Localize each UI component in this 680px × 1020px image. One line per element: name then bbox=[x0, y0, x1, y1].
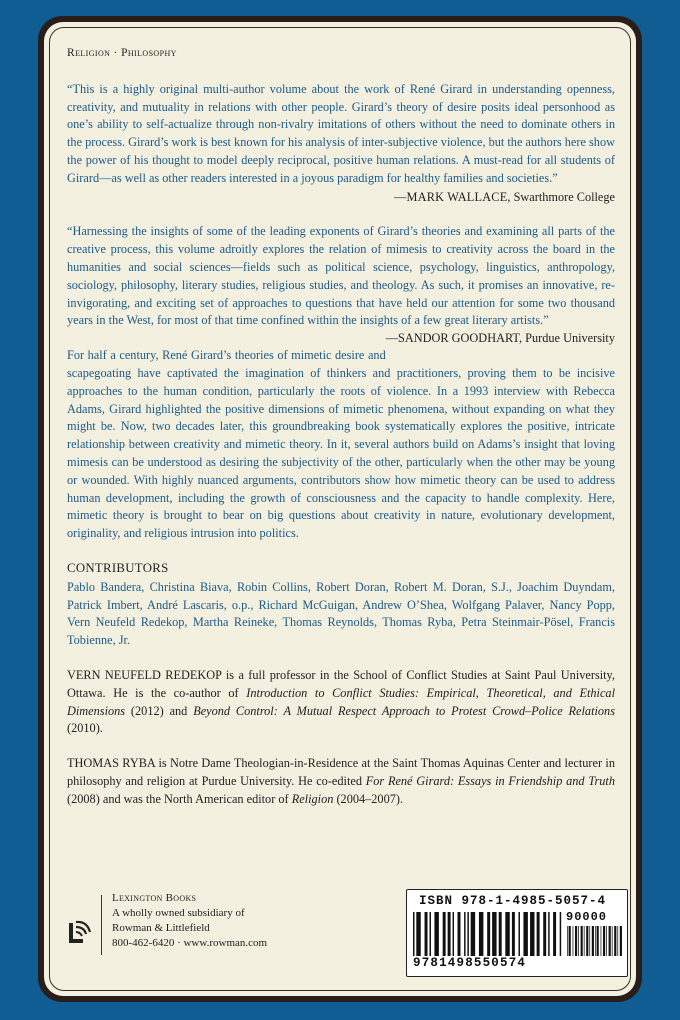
barcode-bar bbox=[548, 912, 549, 956]
book-description bbox=[67, 347, 615, 543]
barcode-bar bbox=[499, 912, 502, 956]
isbn-barcode bbox=[406, 889, 628, 977]
journal-title: Religion bbox=[291, 791, 334, 806]
barcode-bar bbox=[487, 912, 490, 956]
bio-text: VERN NEUFELD REDEKOP is a full professor in the School of Conflict Studies at Saint Paul University, Ottawa. He is the co-author of bbox=[67, 667, 615, 700]
barcode-bar bbox=[425, 912, 428, 956]
isbn-number: ISBN 978-1-4985-5057-4 bbox=[419, 894, 607, 908]
barcode-bar bbox=[581, 926, 583, 956]
barcode-bar bbox=[453, 912, 454, 956]
barcode-bar bbox=[479, 912, 483, 956]
barcode-bar bbox=[614, 926, 616, 956]
attribution-affiliation: , Purdue University bbox=[519, 331, 615, 346]
ean-number: 9781498550574 bbox=[413, 956, 527, 970]
barcode-bar bbox=[518, 912, 519, 956]
bio-text: (2012) and bbox=[125, 703, 194, 718]
contributors-heading: CONTRIBUTORS bbox=[67, 560, 169, 575]
barcode-bar bbox=[434, 912, 438, 956]
barcode-bar bbox=[553, 912, 556, 956]
bio-text: (2010). bbox=[67, 721, 103, 736]
barcode-bar bbox=[617, 926, 618, 956]
barcode-bar bbox=[443, 912, 446, 956]
barcode-bar bbox=[464, 912, 465, 956]
publisher-parent: Rowman & Littlefield bbox=[112, 922, 210, 934]
barcode-bar bbox=[569, 926, 571, 956]
blurb-attribution bbox=[386, 330, 615, 348]
bio-ryba bbox=[67, 755, 615, 808]
barcode-bar bbox=[573, 926, 574, 956]
barcode-bar bbox=[413, 912, 414, 956]
barcode-bar bbox=[609, 926, 611, 956]
bio-text: (2004–2007). bbox=[333, 791, 404, 806]
publisher-name: Lexington Books bbox=[112, 892, 197, 904]
barcode-bar bbox=[589, 926, 590, 956]
barcode-bar bbox=[592, 926, 594, 956]
barcode-bar bbox=[467, 912, 468, 956]
publisher-info bbox=[112, 891, 267, 951]
barcode-bar bbox=[597, 926, 599, 956]
price-code: 90000 bbox=[566, 910, 608, 924]
publisher-contact: 800-462-6420 · www.rowman.com bbox=[112, 937, 268, 949]
barcode-bar bbox=[448, 912, 451, 956]
barcode-bar bbox=[429, 912, 430, 956]
book-title: Beyond Control: A Mutual Respect Approach to Protest Crowd–Police Relations bbox=[193, 703, 615, 718]
blurb-goodhart bbox=[67, 223, 615, 346]
barcode-bar bbox=[505, 912, 509, 956]
bio-redekop bbox=[67, 667, 615, 738]
barcode-bar bbox=[530, 912, 534, 956]
barcode-bar bbox=[584, 926, 585, 956]
price-barcode-bars bbox=[567, 926, 623, 956]
book-back-cover bbox=[38, 16, 642, 1002]
barcode-bar bbox=[416, 912, 420, 956]
cover-panel bbox=[44, 22, 636, 996]
cover-footer bbox=[67, 887, 627, 989]
barcode-bar bbox=[458, 912, 461, 956]
publisher-logo-icon bbox=[67, 917, 93, 947]
barcode-bar bbox=[601, 926, 602, 956]
barcode-bar bbox=[575, 926, 577, 956]
barcode-bar bbox=[492, 912, 496, 956]
barcode-bar bbox=[620, 926, 622, 956]
bio-text: (2008) and was the North American editor of bbox=[67, 791, 292, 806]
barcode-bar bbox=[603, 926, 605, 956]
barcode-bar bbox=[560, 912, 561, 956]
book-title: For René Girard: Essays in Friendship and Truth bbox=[365, 773, 615, 788]
blurb-body: “Harnessing the insights of some of the leading exponents of Girard’s theories and examining all parts of the creative process, this volume adroitly explores the relation of mimesis to creativity across the board in the humanities and social sciences—fields such as political science, psychology, linguistics, anthropology, sociology, philosophy, literary studies, religious studies, and theology. As such, it promises an innovative, re-invigorating, and exciting set of approaches to questions that have held our attention for some two thousand years in the West, for most of that time confined within the insights of a few great literary artists.” bbox=[67, 224, 615, 328]
barcode-bar bbox=[543, 912, 546, 956]
blurb-text bbox=[67, 223, 615, 346]
barcode-bar bbox=[606, 926, 607, 956]
barcode-bar bbox=[595, 926, 596, 956]
publisher-divider bbox=[101, 895, 102, 955]
barcode-bar bbox=[578, 926, 579, 956]
contributors-list: Pablo Bandera, Christina Biava, Robin Collins, Robert Doran, Robert M. Doran, S.J., Joachim Duyndam, Patrick Imbert, André Lascaris, o.p., Richard McGuigan, Andrew O’Shea, Wolfgang Palaver, Nancy Popp, Vern Neufeld Redekop, Martha Reineke, Thomas Reynolds, Thomas Ryba, Petra Steinmair-Pösel, Francis Tobienne, Jr. bbox=[67, 579, 615, 648]
barcode-bar bbox=[512, 912, 515, 956]
blurb-wallace bbox=[67, 81, 615, 207]
barcode-bar bbox=[523, 912, 527, 956]
barcode-bar bbox=[612, 926, 613, 956]
barcode-bars bbox=[413, 912, 563, 956]
publisher-subsidiary: A wholly owned subsidiary of bbox=[112, 907, 245, 919]
attribution-affiliation: , Swarthmore College bbox=[507, 189, 615, 204]
category-label: Religion · Philosophy bbox=[67, 47, 177, 59]
barcode-bar bbox=[471, 912, 475, 956]
barcode-bar bbox=[586, 926, 588, 956]
blurb-text: “This is a highly original multi-author volume about the work of René Girard in understanding openness, creativity, and mutuality in relations with other people. Girard’s theory of desire posits ideal personhood as one’s ability to self-actualize through non-rivalry imitations of others without the need to dominate others in the process. Girard’s work is best known for his analysis of inter-subjective violence, but the authors here show the power of his thought to model deeply reciprocal, positive human relations. A must-read for all students of Girard—as well as other readers interested in a joyous paradigm for healthy families and societies.” bbox=[67, 81, 615, 185]
blurb-attribution bbox=[67, 189, 615, 207]
bio-text: THOMAS RYBA is Notre Dame Theologian-in-Residence at the Saint Thomas Aquinas Center and lecturer in philosophy and religion at Purdue University. He co-edited bbox=[67, 756, 615, 788]
barcode-bar bbox=[567, 926, 568, 956]
attribution-name: —MARK WALLACE bbox=[394, 189, 508, 204]
description-text: For half a century, René Girard’s theories of mimetic desire and scapegoating have captivated the imagination of thinkers and practitioners, proving them to be incisive approaches to the human condition, particularly the roots of violence. In a 1993 interview with Rebecca Adams, Girard highlighted the positive dimensions of mimetic phenomena, without expanding on what they might be. Now, two decades later, this groundbreaking book systematically explores the positive, intricate relationship between creativity and mimetic theory. In it, several authors build on Adams’s insight that loving mimesis can be understood as desiring the subjectivity of the other, particularly when the other may be young or wounded. With highly nuanced arguments, contributors show how mimetic theory can be used to address human development, including the growth of consciousness and the capacity to handle complexity. Here, mimetic theory is brought to bear on big questions about creativity in nature, evolutionary development, originality, and religious intrusion into politics. bbox=[67, 348, 615, 541]
cover-content bbox=[67, 45, 615, 808]
barcode-bar bbox=[537, 912, 540, 956]
book-title: Introduction to Conflict Studies: Empirical, Theoretical, and Ethical Dimensions bbox=[67, 685, 616, 718]
attribution-name: —SANDOR GOODHART bbox=[385, 331, 520, 346]
